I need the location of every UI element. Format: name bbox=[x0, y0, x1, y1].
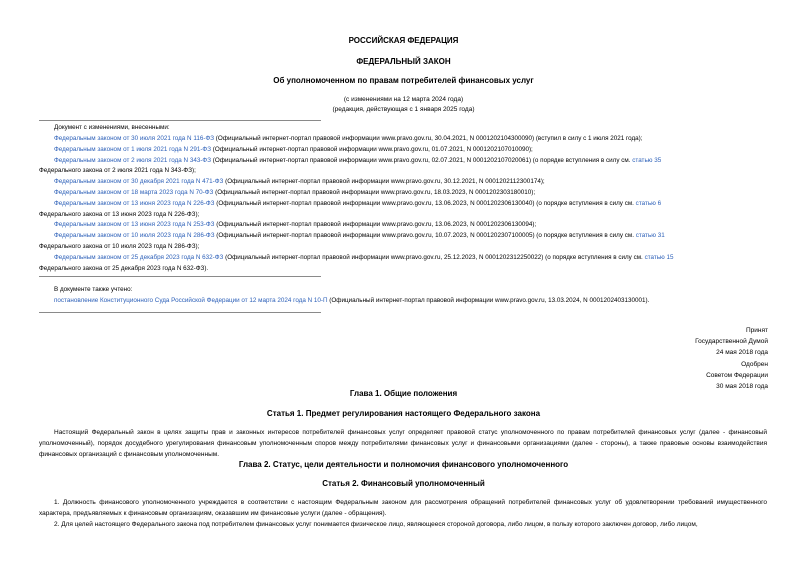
change-item: Федеральным законом от 25 декабря 2023 года N 632-ФЗ (Официальный интернет-портал правовой информации www.pravo.gov.ru, 25.12.2023, N 0001202312250022) (о порядке вступления в силу см. статью 15 bbox=[54, 253, 674, 261]
adoption-line: 30 мая 2018 года bbox=[716, 383, 768, 391]
chapter-2-heading: Глава 2. Статус, цели деятельности и полномочия финансового уполномоченного bbox=[238, 460, 569, 469]
change-item: Федеральным законом от 30 декабря 2021 года N 471-ФЗ (Официальный интернет-портал правовой информации www.pravo.gov.ru, 30.12.2021, N 0001202112300174); bbox=[54, 178, 545, 186]
adoption-line: Советом Федерации bbox=[706, 371, 768, 379]
change-item-article-link[interactable]: статью 15 bbox=[644, 253, 674, 261]
adoption-line: Одобрен bbox=[741, 360, 768, 368]
change-item-link[interactable]: Федеральным законом от 13 июня 2023 года N 226-ФЗ bbox=[54, 199, 215, 207]
change-item-link[interactable]: Федеральным законом от 25 декабря 2023 года N 632-ФЗ bbox=[54, 253, 224, 261]
edition-effective-note: (редакция, действующая с 1 января 2025 года) bbox=[332, 106, 475, 113]
change-item: Федеральным законом от 2 июля 2021 года N 343-ФЗ (Официальный интернет-портал правовой информации www.pravo.gov.ru, 02.07.2021, N 0001202107020061) (о порядке вступления в силу см. статью 35 bbox=[54, 156, 662, 164]
also-item: постановление Конституционного Суда Российской Федерации от 12 марта 2024 года N 10-П (Официальный интернет-портал правовой информации www.pravo.gov.ru, 13.03.2024, N 0001202403130001). bbox=[54, 297, 650, 304]
divider-bottom bbox=[39, 312, 321, 313]
law-title: Об уполномоченном по правам потребителей финансовых услуг bbox=[273, 76, 534, 85]
article-2-paragraph-1: 1. Должность финансового уполномоченного учреждается в соответствии с настоящим Федеральным законом для рассмотрения обращений потребителей финансовых услуг об удовлетворении требований имущественного характера, предъявляемых к финансовым организациям, оказавшим им финансовые услуги (далее - обращения). bbox=[39, 499, 767, 517]
article-2-paragraph-2: 2. Для целей настоящего Федерального закона под потребителем финансовых услуг понимается физическое лицо, являющееся стороной договора, либо лицом, в пользу которого заключен договор, либо лицом, bbox=[54, 521, 698, 528]
change-item-link[interactable]: Федеральным законом от 30 июля 2021 года N 116-ФЗ bbox=[54, 135, 215, 142]
adoption-line: 24 мая 2018 года bbox=[716, 349, 768, 357]
change-item-link[interactable]: Федеральным законом от 2 июля 2021 года N 343-ФЗ bbox=[54, 156, 212, 164]
change-item-link[interactable]: Федеральным законом от 10 июля 2023 года N 286-ФЗ bbox=[54, 232, 215, 240]
divider-top bbox=[39, 120, 321, 121]
change-item: Федеральным законом от 1 июля 2021 года N 291-ФЗ (Официальный интернет-портал правовой информации www.pravo.gov.ru, 01.07.2021, N 0001202107010090); bbox=[54, 145, 533, 153]
change-item-article-link[interactable]: статью 35 bbox=[632, 156, 662, 164]
change-item-article-link[interactable]: статью 31 bbox=[635, 232, 665, 240]
change-item-link[interactable]: Федеральным законом от 30 декабря 2021 года N 471-ФЗ bbox=[54, 178, 224, 186]
change-item: Федеральным законом от 13 июня 2023 года N 253-ФЗ (Официальный интернет-портал правовой информации www.pravo.gov.ru, 13.06.2023, N 0001202306130094); bbox=[54, 221, 537, 229]
change-item: Федеральным законом от 10 июля 2023 года N 286-ФЗ (Официальный интернет-портал правовой информации www.pravo.gov.ru, 10.07.2023, N 0001202307100005) (о порядке вступления в силу см. статью 31 bbox=[54, 232, 665, 240]
court-ruling-link[interactable]: постановление Конституционного Суда Российской Федерации от 12 марта 2024 года N 10-П bbox=[54, 297, 328, 304]
change-item-article-link[interactable]: статью 6 bbox=[635, 199, 662, 207]
change-item-link[interactable]: Федеральным законом от 13 июня 2023 года N 253-ФЗ bbox=[54, 221, 215, 229]
change-item-link[interactable]: Федеральным законом от 1 июля 2021 года N 291-ФЗ bbox=[54, 145, 212, 153]
divider-middle bbox=[39, 276, 321, 277]
article-1-text: Настоящий Федеральный закон в целях защиты прав и законных интересов потребителей финансовых услуг определяет правовой статус уполномоченного по правам потребителей финансовых услуг (далее - финансовый уполномоченный), порядок досудебного урегулирования финансовым уполномоченным споров между потребителями финансовых услуг и финансовыми организациями (далее - стороны), а также правовые основы взаимодействия финансовых организаций с финансовым уполномоченным. bbox=[39, 429, 767, 458]
adoption-line: Государственной Думой bbox=[695, 338, 768, 346]
change-item: Федеральным законом от 30 июля 2021 года N 116-ФЗ (Официальный интернет-портал правовой информации www.pravo.gov.ru, 30.04.2021, N 0001202104300090) (вступил в силу с 1 июля 2021 года); bbox=[54, 135, 643, 142]
chapter-1-heading: Глава 1. Общие положения bbox=[349, 389, 458, 398]
country-heading: РОССИЙСКАЯ ФЕДЕРАЦИЯ bbox=[348, 36, 459, 45]
adoption-line: Принят bbox=[745, 327, 768, 334]
law-type-heading: ФЕДЕРАЛЬНЫЙ ЗАКОН bbox=[356, 57, 451, 66]
changes-list: Федеральным законом от 30 июля 2021 года N 116-ФЗ (Официальный интернет-портал правовой информации www.pravo.gov.ru, 30.04.2021, N 0001202104300090) (вступил в силу с 1 июля 2021 года); Федеральным законом от 1 июля 2021 года N 291-ФЗ (Официальный интернет-портал правовой информации www.pravo.gov.ru, 01.07.2021, N 0001202107010090); Федеральным законом от 2 июля 2021 года N 343-ФЗ (Официальный интернет-портал правовой информации www.pravo.gov.ru, 02.07.2021, N 0001202107020061) (о порядке вступления в силу см. статью 35 Федерального закона от 2 июля 2021 года N 343-ФЗ); Федеральным законом от 30 декабря 2021 года N 471-ФЗ (Официальный интернет-портал правовой информации www.pravo.gov.ru, 30.12.2021, N 0001202112300174); Федеральным законом от 18 марта 2023 года N 70-ФЗ (Официальный интернет-портал правовой информации www.pravo.gov.ru, 18.03.2023, N 0001202303180010); Федеральным законом от 13 июня 2023 года N 226-ФЗ (Официальный интернет-портал правовой информации www.pravo.gov.ru, 13.06.2023, N 0001202306130040) (о порядке вступления в силу см. статью 6 Федерального закона от 13 июня 2023 года N 226-ФЗ); Федеральным законом от 13 июня 2023 года N 253-ФЗ (Официальный интернет-портал правовой информации www.pravo.gov.ru, 13.06.2023, N 0001202306130094); Федеральным законом от 10 июля 2023 года N 286-ФЗ (Официальный интернет-портал правовой информации www.pravo.gov.ru, 10.07.2023, N 0001202307100005) (о порядке вступления в силу см. статью 31 Федерального закона от 10 июля 2023 года N 286-ФЗ); Федеральным законом от 25 декабря 2023 года N 632-ФЗ (Официальный интернет-портал правовой информации www.pravo.gov.ru, 25.12.2023, N 0001202312250022) (о порядке вступления в силу см. статью 15 Федерального закона от 25 декабря 2023 года N 632-ФЗ). bbox=[39, 134, 767, 274]
article-1-heading: Статья 1. Предмет регулирования настоящего Федерального закона bbox=[266, 409, 541, 418]
adoption-block bbox=[695, 325, 768, 392]
change-item-link[interactable]: Федеральным законом от 18 марта 2023 года N 70-ФЗ bbox=[54, 188, 214, 196]
change-item: Федеральным законом от 13 июня 2023 года N 226-ФЗ (Официальный интернет-портал правовой информации www.pravo.gov.ru, 13.06.2023, N 0001202306130040) (о порядке вступления в силу см. статью 6 bbox=[54, 199, 662, 207]
changes-intro: Документ с изменениями, внесенными: bbox=[54, 124, 170, 131]
article-2-heading: Статья 2. Финансовый уполномоченный bbox=[322, 479, 485, 488]
also-intro: В документе также учтено: bbox=[54, 286, 133, 293]
edition-note: (с изменениями на 12 марта 2024 года) bbox=[343, 96, 464, 103]
change-item: Федеральным законом от 18 марта 2023 года N 70-ФЗ (Официальный интернет-портал правовой информации www.pravo.gov.ru, 18.03.2023, N 0001202303180010); bbox=[54, 188, 536, 196]
